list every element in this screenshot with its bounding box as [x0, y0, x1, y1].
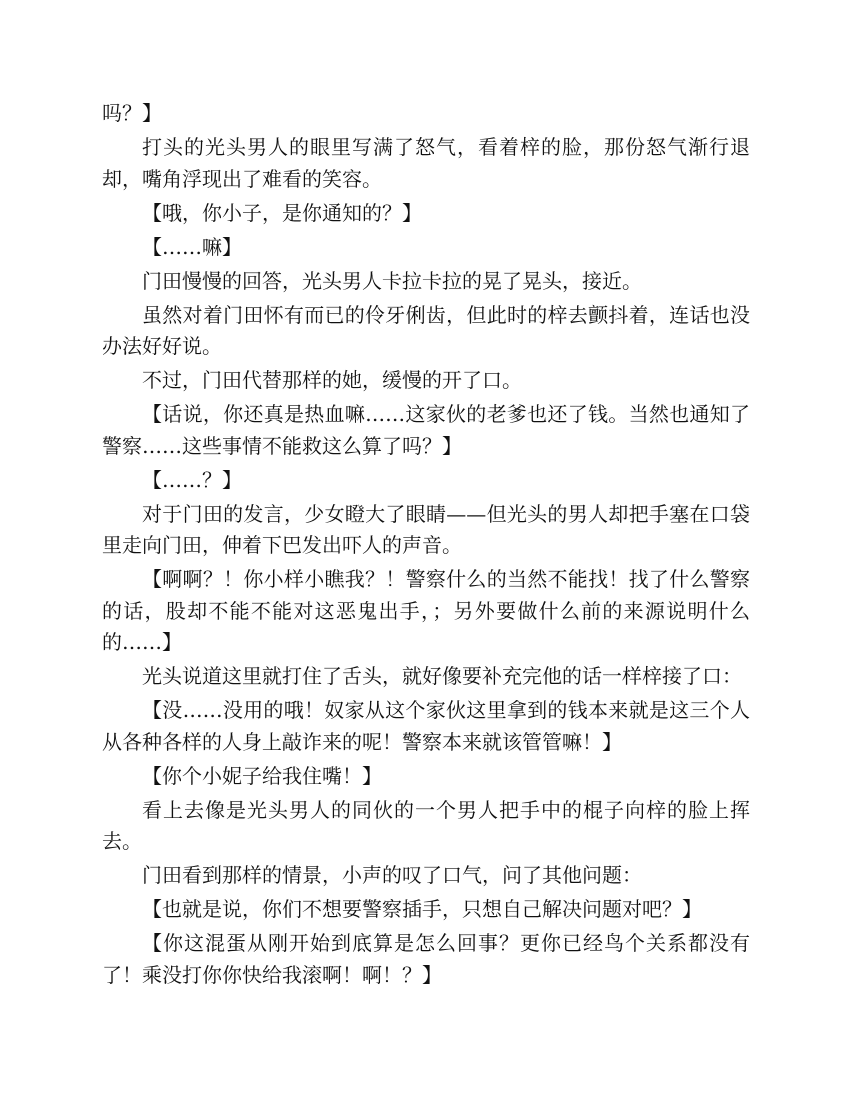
paragraph-12: 光头说道这里就打住了舌头，就好像要补充完他的话一样梓接了口：	[142, 664, 742, 688]
paragraph-17: 【也就是说，你们不想要警察插手，只想自己解决问题对吧？】	[142, 897, 702, 921]
paragraph-3: 【哦，你小子，是你通知的？】	[142, 200, 422, 225]
paragraph-1: 吗？】	[102, 101, 162, 125]
paragraph-15: 看上去像是光头男人的同伙的一个男人把手中的棍子向梓的脸上挥去。	[102, 797, 750, 853]
paragraph-4: 【……嘛】	[142, 234, 242, 259]
paragraph-14: 【你个小妮子给我住嘴！】	[142, 763, 382, 788]
paragraph-11: 【啊啊？！你小样小瞧我？！警察什么的当然不能找！找了什么警察的话，股却不能不能对这恶鬼出手，；另外要做什么前的来源说明什么的……】	[102, 567, 750, 654]
paragraph-8: 【话说，你还真是热血嘛……这家伙的老爹也还了钱。当然也通知了警察……这些事情不能救这么算了吗？】	[102, 402, 750, 458]
paragraph-9: 【……？】	[142, 467, 242, 492]
paragraph-7: 不过，门田代替那样的她，缓慢的开了口。	[142, 368, 522, 392]
paragraph-2: 打头的光头男人的眼里写满了怒气，看着梓的脸，那份怒气渐行退却，嘴角浮现出了难看的笑容。	[102, 135, 750, 191]
paragraph-10: 对于门田的发言，少女瞪大了眼睛——但光头的男人却把手塞在口袋里走向门田，伸着下巴发出吓人的声音。	[102, 501, 750, 557]
paragraph-13: 【没……没用的哦！奴家从这个家伙这里拿到的钱本来就是这三个人从各种各样的人身上敲诈来的呢！警察本来就该管管嘛！】	[102, 698, 750, 754]
paragraph-6: 虽然对着门田怀有而已的伶牙俐齿，但此时的梓去颤抖着，连话也没办法好好说。	[102, 302, 750, 358]
story-text	[102, 98, 750, 994]
paragraph-5: 门田慢慢的回答，光头男人卡拉卡拉的晃了晃头，接近。	[142, 268, 642, 293]
paragraph-16: 门田看到那样的情景，小声的叹了口气，问了其他问题：	[142, 863, 642, 887]
paragraph-18: 【你这混蛋从刚开始到底算是怎么回事？更你已经鸟个关系都没有了！乘没打你你快给我滚啊！啊！？】	[102, 931, 750, 987]
